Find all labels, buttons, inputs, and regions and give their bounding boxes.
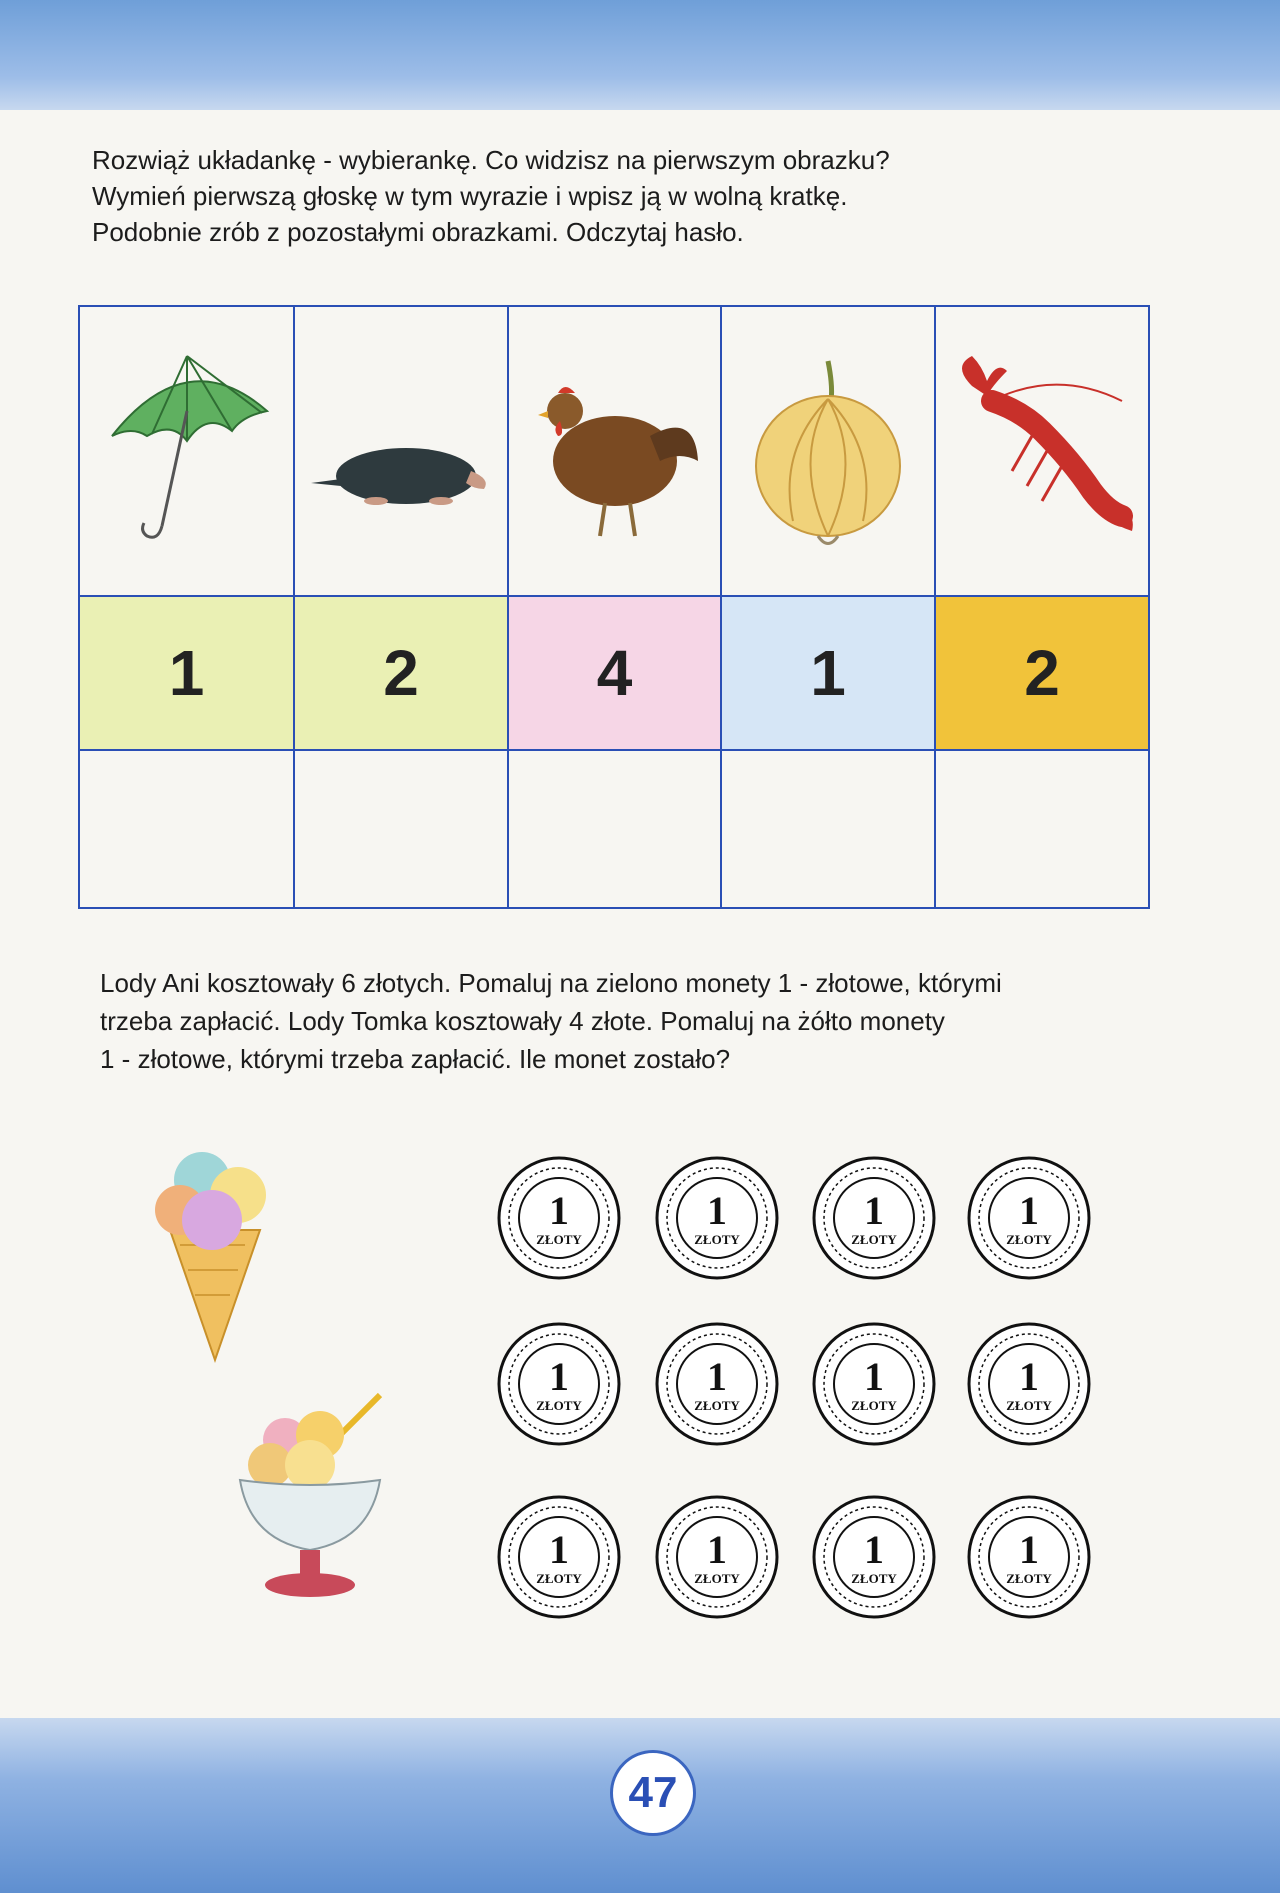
coin-9[interactable] [495,1493,623,1621]
mole-icon [295,307,507,595]
coin-label: ZŁOTY [851,1571,897,1586]
coin-11[interactable] [810,1493,938,1621]
coin-icon [965,1493,1093,1621]
instruction-line: Lody Ani kosztowały 6 złotych. Pomaluj na zielono monety 1 - złotowe, którymi [100,968,1002,998]
coin-4[interactable] [965,1154,1093,1282]
coin-label: ZŁOTY [1006,1398,1052,1413]
answer-box-4[interactable] [722,751,934,907]
ice-cream-cup-icon [235,1390,385,1605]
coin-label: ZŁOTY [536,1398,582,1413]
ice-cream-cone-icon [150,1135,280,1365]
coin-icon [965,1154,1093,1282]
coin-value: 1 [549,1527,569,1572]
coin-label: ZŁOTY [694,1571,740,1586]
coin-label: ZŁOTY [694,1232,740,1247]
coin-icon [495,1320,623,1448]
coin-icon [810,1320,938,1448]
coin-value: 1 [1019,1188,1039,1233]
coin-icon [653,1493,781,1621]
coin-value: 1 [707,1527,727,1572]
coin-label: ZŁOTY [536,1232,582,1247]
instruction-line: trzeba zapłacić. Lody Tomka kosztowały 4 złote. Pomaluj na żółto monety [100,1006,945,1036]
letter-number-2: 2 [295,597,507,749]
coin-5[interactable] [495,1320,623,1448]
page-number: 47 [610,1750,696,1836]
letter-number-3: 4 [509,597,720,749]
coin-label: ZŁOTY [851,1398,897,1413]
coin-8[interactable] [965,1320,1093,1448]
onion-icon [722,307,934,595]
coin-value: 1 [1019,1527,1039,1572]
coin-label: ZŁOTY [536,1571,582,1586]
coin-label: ZŁOTY [1006,1571,1052,1586]
coin-value: 1 [549,1354,569,1399]
top-blue-band [0,0,1280,110]
coin-value: 1 [1019,1354,1039,1399]
puzzle-instructions [92,142,1192,250]
coin-7[interactable] [810,1320,938,1448]
coin-icon [653,1154,781,1282]
coin-value: 1 [864,1188,884,1233]
coin-icon [653,1320,781,1448]
coin-label: ZŁOTY [851,1232,897,1247]
hen-icon [509,307,720,595]
coin-10[interactable] [653,1493,781,1621]
letter-number-5: 2 [936,597,1148,749]
coin-value: 1 [707,1354,727,1399]
answer-box-2[interactable] [295,751,507,907]
coin-value: 1 [864,1527,884,1572]
coin-icon [495,1493,623,1621]
coin-12[interactable] [965,1493,1093,1621]
instruction-line: Podobnie zrób z pozostałymi obrazkami. Odczytaj hasło. [92,217,744,247]
instruction-line: Wymień pierwszą głoskę w tym wyrazie i wpisz ją w wolną kratkę. [92,181,848,211]
word-puzzle-grid [78,305,1150,909]
letter-number-1: 1 [80,597,293,749]
coin-6[interactable] [653,1320,781,1448]
coin-value: 1 [707,1188,727,1233]
coin-value: 1 [864,1354,884,1399]
instruction-line: 1 - złotowe, którymi trzeba zapłacić. Ile monet zostało? [100,1044,731,1074]
instruction-line: Rozwiąż układankę - wybierankę. Co widzisz na pierwszym obrazku? [92,145,890,175]
coin-2[interactable] [653,1154,781,1282]
coin-icon [495,1154,623,1282]
answer-box-5[interactable] [936,751,1148,907]
coin-label: ZŁOTY [1006,1232,1052,1247]
coin-3[interactable] [810,1154,938,1282]
crayfish-icon [936,307,1148,595]
coin-1[interactable] [495,1154,623,1282]
umbrella-icon [80,307,293,595]
coin-icon [965,1320,1093,1448]
coins-instructions [100,964,1230,1078]
coin-value: 1 [549,1188,569,1233]
letter-number-4: 1 [722,597,934,749]
answer-box-3[interactable] [509,751,720,907]
coin-label: ZŁOTY [694,1398,740,1413]
coin-icon [810,1493,938,1621]
answer-box-1[interactable] [80,751,293,907]
coin-icon [810,1154,938,1282]
